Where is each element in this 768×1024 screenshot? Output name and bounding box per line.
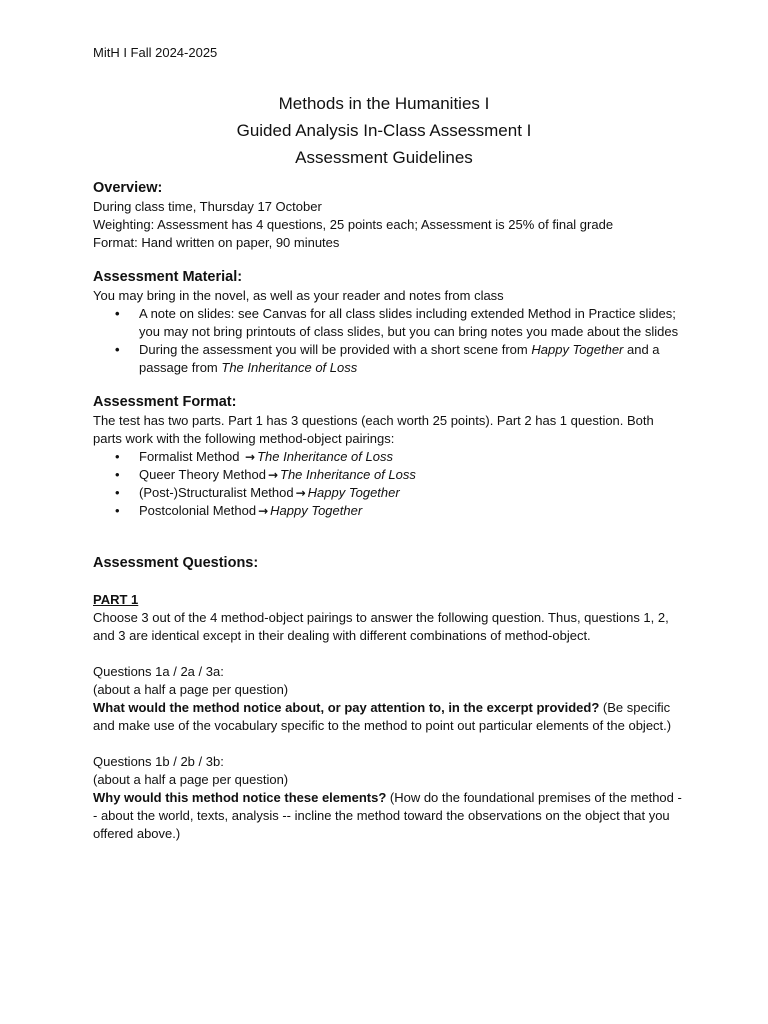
title-happy-together: Happy Together — [531, 342, 624, 357]
overview-line-1: During class time, Thursday 17 October — [93, 199, 322, 214]
spacer — [93, 735, 683, 753]
pairing-object: Happy Together — [270, 503, 363, 518]
part1-intro: Choose 3 out of the 4 method-object pairings to answer the following question. Thus, questions 1, 2, and 3 are identical except in their dealing with different combinations of method-object. — [93, 610, 669, 643]
pairing-method: Queer Theory Method — [139, 467, 266, 482]
spacer — [93, 573, 683, 591]
arrow-right-icon: → — [295, 486, 306, 500]
overview-section — [93, 178, 683, 252]
document-title — [0, 90, 768, 171]
qb-question-bold: Why would this method notice these elements? — [93, 790, 387, 805]
pairing-object: The Inheritance of Loss — [280, 467, 416, 482]
questions-section — [93, 553, 683, 843]
questions-heading: Assessment Questions: — [93, 555, 259, 571]
pairing-item — [139, 502, 683, 520]
pairing-item — [139, 484, 683, 502]
pairing-object: The Inheritance of Loss — [257, 449, 393, 464]
material-bullet-slides: • A note on slides: see Canvas for all class slides including extended Method in Practice slides; you may not bring printouts of class slides, but you can bring notes you made about the slides — [139, 305, 683, 341]
spacer — [93, 535, 683, 553]
pairing-object: Happy Together — [307, 485, 400, 500]
pairing-method: Postcolonial Method — [139, 503, 257, 518]
format-heading: Assessment Format: — [93, 394, 237, 410]
material-section — [93, 267, 683, 377]
arrow-right-icon: → — [267, 468, 279, 482]
overview-line-2: Weighting: Assessment has 4 questions, 25 points each; Assessment is 25% of final grade — [93, 217, 614, 232]
qb-question-detail: (How do the foundational premises of the method -- about the world, texts, analysis -- incline the method toward the observations on the object that you offered above.) — [93, 790, 682, 841]
spacer — [93, 645, 683, 663]
document-body — [93, 178, 683, 843]
part1-label: PART 1 — [93, 592, 139, 607]
qb-label: Questions 1b / 2b / 3b: — [93, 754, 224, 769]
bullet-text: and a passage from — [139, 342, 660, 375]
arrow-right-icon: → — [245, 450, 256, 464]
arrow-right-icon: → — [258, 504, 269, 518]
bullet-text: During the assessment you will be provided with a short scene from — [139, 342, 532, 357]
format-section — [93, 392, 683, 520]
qb-length: (about a half a page per question) — [93, 772, 289, 787]
format-intro: The test has two parts. Part 1 has 3 questions (each worth 25 points). Part 2 has 1 question. Both parts work with the following method-object pairings: — [93, 413, 654, 446]
overview-heading: Overview: — [93, 180, 163, 196]
qa-label: Questions 1a / 2a / 3a: — [93, 664, 224, 679]
qb-question — [93, 789, 683, 843]
pairings-list — [93, 448, 683, 520]
qa-question — [93, 699, 683, 735]
pairing-method: (Post-)Structuralist Method — [139, 485, 294, 500]
material-bullet-excerpts — [139, 341, 683, 377]
qa-question-detail: (Be specific and make use of the vocabulary specific to the method to point out particular elements of the object.) — [93, 700, 672, 733]
pairing-item — [139, 448, 683, 466]
material-heading: Assessment Material: — [93, 269, 243, 285]
title-line-1: Methods in the Humanities I — [278, 94, 490, 113]
pairing-item — [139, 466, 683, 484]
material-list — [93, 305, 683, 377]
qa-question-bold: What would the method notice about, or pay attention to, in the excerpt provided? — [93, 700, 600, 715]
material-intro: You may bring in the novel, as well as your reader and notes from class — [93, 288, 504, 303]
title-inheritance-of-loss: The Inheritance of Loss — [221, 360, 358, 375]
course-header: MitH I Fall 2024-2025 — [93, 45, 218, 60]
overview-line-3: Format: Hand written on paper, 90 minutes — [93, 235, 340, 250]
title-line-2: Guided Analysis In-Class Assessment I — [236, 121, 532, 140]
qa-length: (about a half a page per question) — [93, 682, 289, 697]
pairing-method: Formalist Method — [139, 449, 244, 464]
title-line-3: Assessment Guidelines — [295, 148, 473, 167]
